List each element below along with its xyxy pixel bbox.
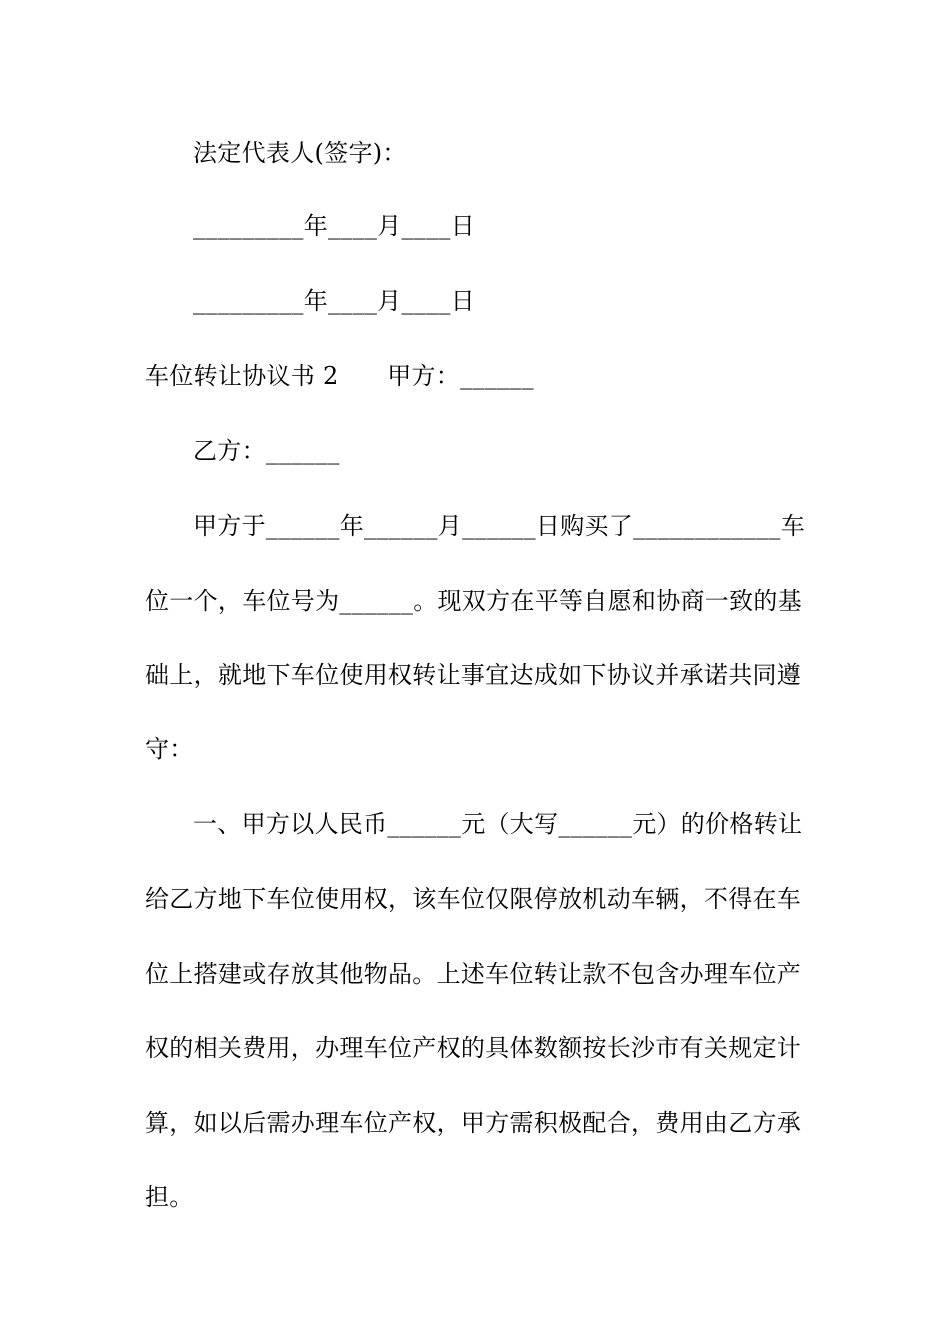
- paragraph-line: 守：: [145, 735, 194, 763]
- clause-line: 权的相关费用，办理车位产权的具体数额按长沙市有关规定计: [145, 1034, 802, 1062]
- date-line: _________年____月____日: [193, 287, 475, 315]
- agreement-title-party-a: 车位转让协议书 2 甲方：______: [145, 362, 534, 390]
- clause-line: 算，如以后需办理车位产权，甲方需积极配合，费用由乙方承: [145, 1109, 802, 1137]
- clause-line: 一、甲方以人民币______元（大写______元）的价格转让: [193, 810, 803, 838]
- paragraph-line: 甲方于______年______月______日购买了____________车: [193, 512, 805, 540]
- party-b-line: 乙方：______: [193, 437, 340, 465]
- date-line: _________年____月____日: [193, 212, 475, 240]
- paragraph-line: 础上，就地下车位使用权转让事宜达成如下协议并承诺共同遵: [145, 661, 802, 689]
- clause-line: 给乙方地下车位使用权，该车位仅限停放机动车辆，不得在车: [145, 885, 802, 913]
- legal-representative-signature-line: 法定代表人(签字)：: [193, 139, 407, 167]
- clause-line: 担。: [145, 1183, 194, 1211]
- clause-line: 位上搭建或存放其他物品。上述车位转让款不包含办理车位产: [145, 960, 802, 988]
- paragraph-line: 位一个，车位号为______。现双方在平等自愿和协商一致的基: [145, 587, 802, 615]
